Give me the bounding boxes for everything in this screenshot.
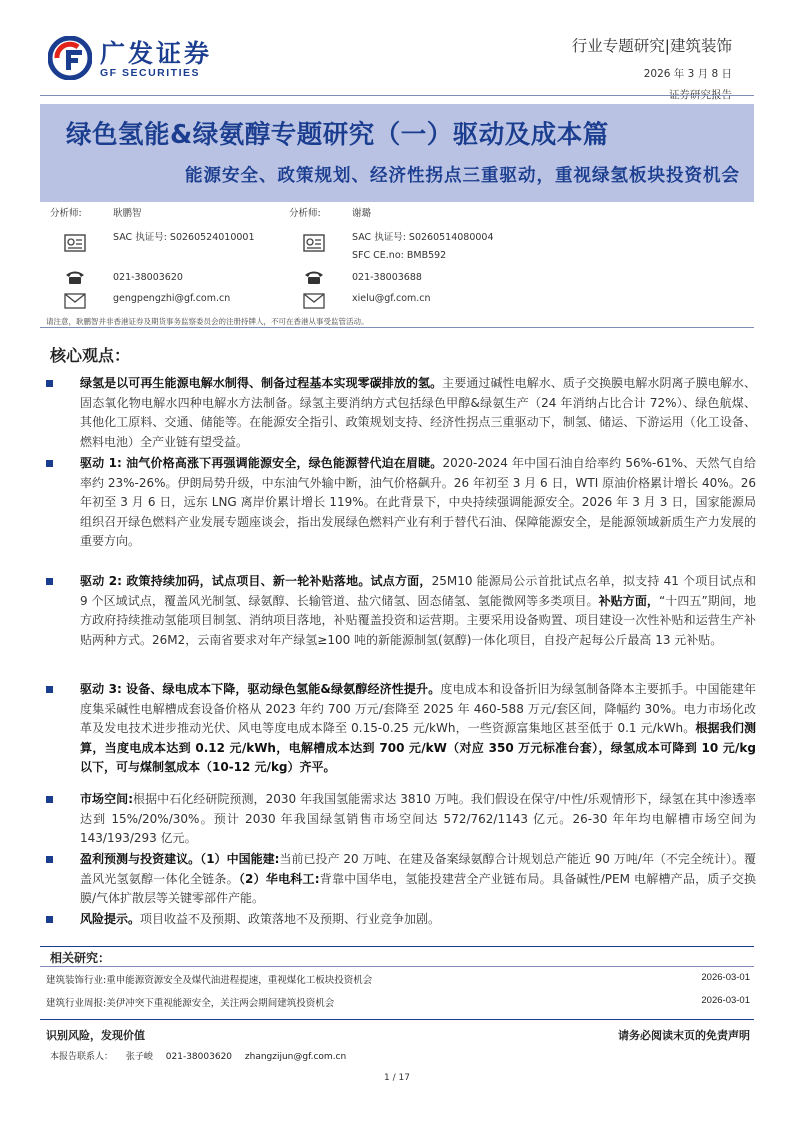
report-date: 2026 年 3 月 8 日: [643, 68, 732, 80]
report-title: 绿色氢能&绿氨醇专题研究（一）驱动及成本篇: [66, 120, 609, 150]
footer-contact: [50, 1049, 356, 1062]
bullet-lead: 绿氢是以可再生能源电解水制得、制备过程基本实现零碳排放的氢。: [80, 376, 443, 390]
core-bullet-driver-3: [46, 680, 756, 790]
related-item-title[interactable]: 建筑装饰行业:重申能源资源安全及煤代油进程提速，重视煤化工板块投资机会: [46, 975, 373, 986]
logo-cn-text: 广发证券: [100, 39, 213, 68]
bullet-body: 25M10 能源局公示首批试点名单，拟支持 41 个项目试点和 9 个区域试点，覆盖风光制氢、绿氨醇、长输管道、盐穴储氢、固态储氢、氢能微网等多类项目。: [80, 574, 756, 608]
core-bullet-market-size: [46, 790, 756, 850]
bullet-body-2: 背靠中国华电，氢能投建营全产业链布局。具备碱性/PEM 电解槽产品，质子交换膜/气体扩散层等关键零部件产能。: [80, 871, 756, 906]
footer-divider: [40, 1019, 754, 1020]
related-research-title: 相关研究：: [50, 951, 111, 965]
analyst-name: 耿鹏智: [113, 208, 142, 219]
footer-slogan: 识别风险，发现价值: [46, 1029, 145, 1042]
header-divider: [40, 95, 754, 96]
logo-en-text: GF SECURITIES: [100, 67, 201, 79]
bullet-lead: 驱动 3: 设备、绿电成本下降，驱动绿色氢能&绿氨醇经济性提升。: [80, 682, 441, 696]
core-views-title: 核心观点：: [50, 346, 131, 365]
phone-icon: [303, 269, 325, 285]
bullet-lead: 市场空间:: [80, 792, 133, 806]
contact-label: 本报告联系人：: [50, 1052, 114, 1062]
related-item-date: 2026-03-01: [701, 972, 750, 983]
analyst-sac: SAC 执证号: S0260524010001: [113, 232, 255, 243]
phone-icon: [64, 269, 86, 285]
bullet-body: 项目收益不及预期、政策落地不及预期、行业竞争加剧。: [140, 912, 441, 926]
bullet-body: 根据中石化经研院预测，2030 年我国氢能需求达 3810 万吨。我们假设在保守/中性/乐观情形下，绿氢在其中渗透率达到 15%/20%/30%。预计 2030 年我国绿氢销售市场空间达 572/762/1143 亿元。26-30 年年均电解槽市场空间为 143/193/293 亿元。: [80, 792, 756, 846]
analyst-phone: 021-38003688: [352, 272, 422, 283]
analyst-name: 谢璐: [352, 208, 372, 219]
related-item-date: 2026-03-01: [701, 995, 750, 1006]
bullet-lead: 风险提示。: [80, 912, 141, 926]
bullet-lead-2: 根据我们测算，当度电成本达到 0.12 元/kWh，电解槽成本达到 700 元/kW（对应 350 万元标准台套），绿氢成本可降到 10 元/kg 以下，可与煤制氢成本（10-12 元/kg）齐平。: [80, 721, 756, 775]
bullet-body-2: “十四五”期间，地方政府持续推动氢能项目制氢、消纳项目落地，补贴覆盖投资和运营期。主要采用设备购置、项目建设一次性补贴和运营生产补贴两种方式。26M2，云南省要求对年产绿氢≥100 吨的新能源制氢(氨醇)一体化项目，自投产起每公斤最高 13 元补贴。: [80, 593, 757, 647]
analyst-role: 分析师:: [289, 208, 321, 219]
report-category: 行业专题研究|建筑装饰: [571, 37, 732, 55]
related-divider: [40, 966, 754, 967]
analyst-sac: SAC 执证号: S0260514080004: [352, 232, 494, 243]
gf-logo: [48, 34, 218, 84]
bullet-marker-icon: [46, 380, 53, 387]
certificate-icon: [303, 233, 325, 253]
core-bullet-risk: [46, 910, 756, 930]
core-bullet-driver-2: [46, 572, 756, 680]
page-number: 1 / 17: [384, 1073, 410, 1083]
report-subtitle: 能源安全、政策规划、经济性拐点三重驱动，重视绿氢板块投资机会: [185, 166, 740, 186]
certificate-icon: [64, 233, 86, 253]
bullet-lead: 盈利预测与投资建议。（1）中国能建:: [80, 852, 280, 866]
title-band: [40, 104, 754, 202]
bullet-lead-2: （2）华电科工:: [238, 871, 320, 886]
bullet-body: 当前已投产 20 万吨、在建及备案绿氨醇合计规划总产能近 90 万吨/年（不完全统计）。覆盖风光氢氨醇一体化全链条。: [80, 852, 757, 886]
analyst-email[interactable]: xielu@gf.com.cn: [352, 293, 431, 304]
bullet-marker-icon: [46, 578, 53, 585]
gf-logo-mark-icon: [48, 36, 92, 80]
core-bullet-forecast: [46, 850, 756, 910]
bullet-marker-icon: [46, 460, 53, 467]
bullet-marker-icon: [46, 796, 53, 803]
bullet-body: 2020-2024 年中国石油自给率约 56%-61%、天然气自给率约 23%-26%。伊朗局势升级，中东油气外输中断，油气价格飙升。26 年初至 3 月 6 日，WTI 原油价格累计增长 40%。26 年初至 3 月 6 日，远东 LNG 离岸价累计增长 119%。在此背景下，中央持续强调能源安全。2026 年 3 月 3 日，国家能源局组织召开绿色燃料产业发展专题座谈会，指出发展绿色燃料产业有利于替代石油、保障能源安全，是能源领域新质生产力发展的重要方向。: [80, 456, 756, 549]
contact-phone: 021-38003620: [165, 1052, 233, 1062]
bullet-body: 度电成本和设备折旧为绿氢制备降本主要抓手。中国能建年度集采碱性电解槽成套设备价格从 2023 年约 700 万元/套降至 2025 年 460-588 万元/套区间，降幅约 30%。电力市场化改革及发电技术进步推动光伏、风电等度电成本降至 0.15-0.25 元/kWh，一些资源富集地区甚至低于 0.1 元/kWh。: [80, 682, 756, 736]
analyst-email[interactable]: gengpengzhi@gf.com.cn: [113, 293, 231, 304]
bullet-marker-icon: [46, 686, 53, 693]
bullet-lead-2: 补贴方面，: [598, 593, 659, 608]
note-divider: [40, 327, 754, 328]
analyst-sfc: SFC CE.no: BMB592: [352, 250, 447, 261]
related-item-title[interactable]: 建筑行业周报:美伊冲突下重视能源安全，关注两会期间建筑投资机会: [46, 998, 335, 1009]
mail-icon: [303, 293, 325, 309]
analyst-phone: 021-38003620: [113, 272, 183, 283]
bullet-marker-icon: [46, 856, 53, 863]
core-views-list: [46, 374, 756, 930]
core-bullet-overview: [46, 374, 756, 454]
bullet-marker-icon: [46, 916, 53, 923]
compliance-note: 请注意，耿鹏智并非香港证券及期货事务监察委员会的注册持牌人，不可在香港从事受监管活动。: [46, 317, 369, 326]
contact-name: 张子峻: [125, 1052, 153, 1062]
bullet-lead: 驱动 2: 政策持续加码，试点项目、新一轮补贴落地。试点方面，: [80, 574, 432, 588]
related-divider-top: [40, 946, 754, 947]
contact-email[interactable]: zhangzijun@gf.com.cn: [244, 1052, 347, 1062]
footer-disclaimer: 请务必阅读末页的免责声明: [618, 1029, 750, 1042]
report-type: 证券研究报告: [669, 89, 732, 101]
mail-icon: [64, 293, 86, 309]
core-bullet-driver-1: [46, 454, 756, 572]
bullet-lead: 驱动 1: 油气价格高涨下再强调能源安全，绿色能源替代迫在眉睫。: [80, 456, 443, 470]
header-meta: [572, 34, 732, 102]
bullet-body: 主要通过碱性电解水、质子交换膜电解水阴离子膜电解水、固态氧化物电解水四种电解水方法制备。绿氢主要消纳方式包括绿色甲醇&绿氨生产（24 年消纳占比合计 72%）、绿色航煤、其他化工原料、交通、储能等。在能源安全指引、政策规划支持、经济性拐点三重驱动下，制氢、储运、下游运用（化工设备、燃料电池）全产业链有望受益。: [80, 376, 756, 449]
analyst-role: 分析师:: [50, 208, 82, 219]
